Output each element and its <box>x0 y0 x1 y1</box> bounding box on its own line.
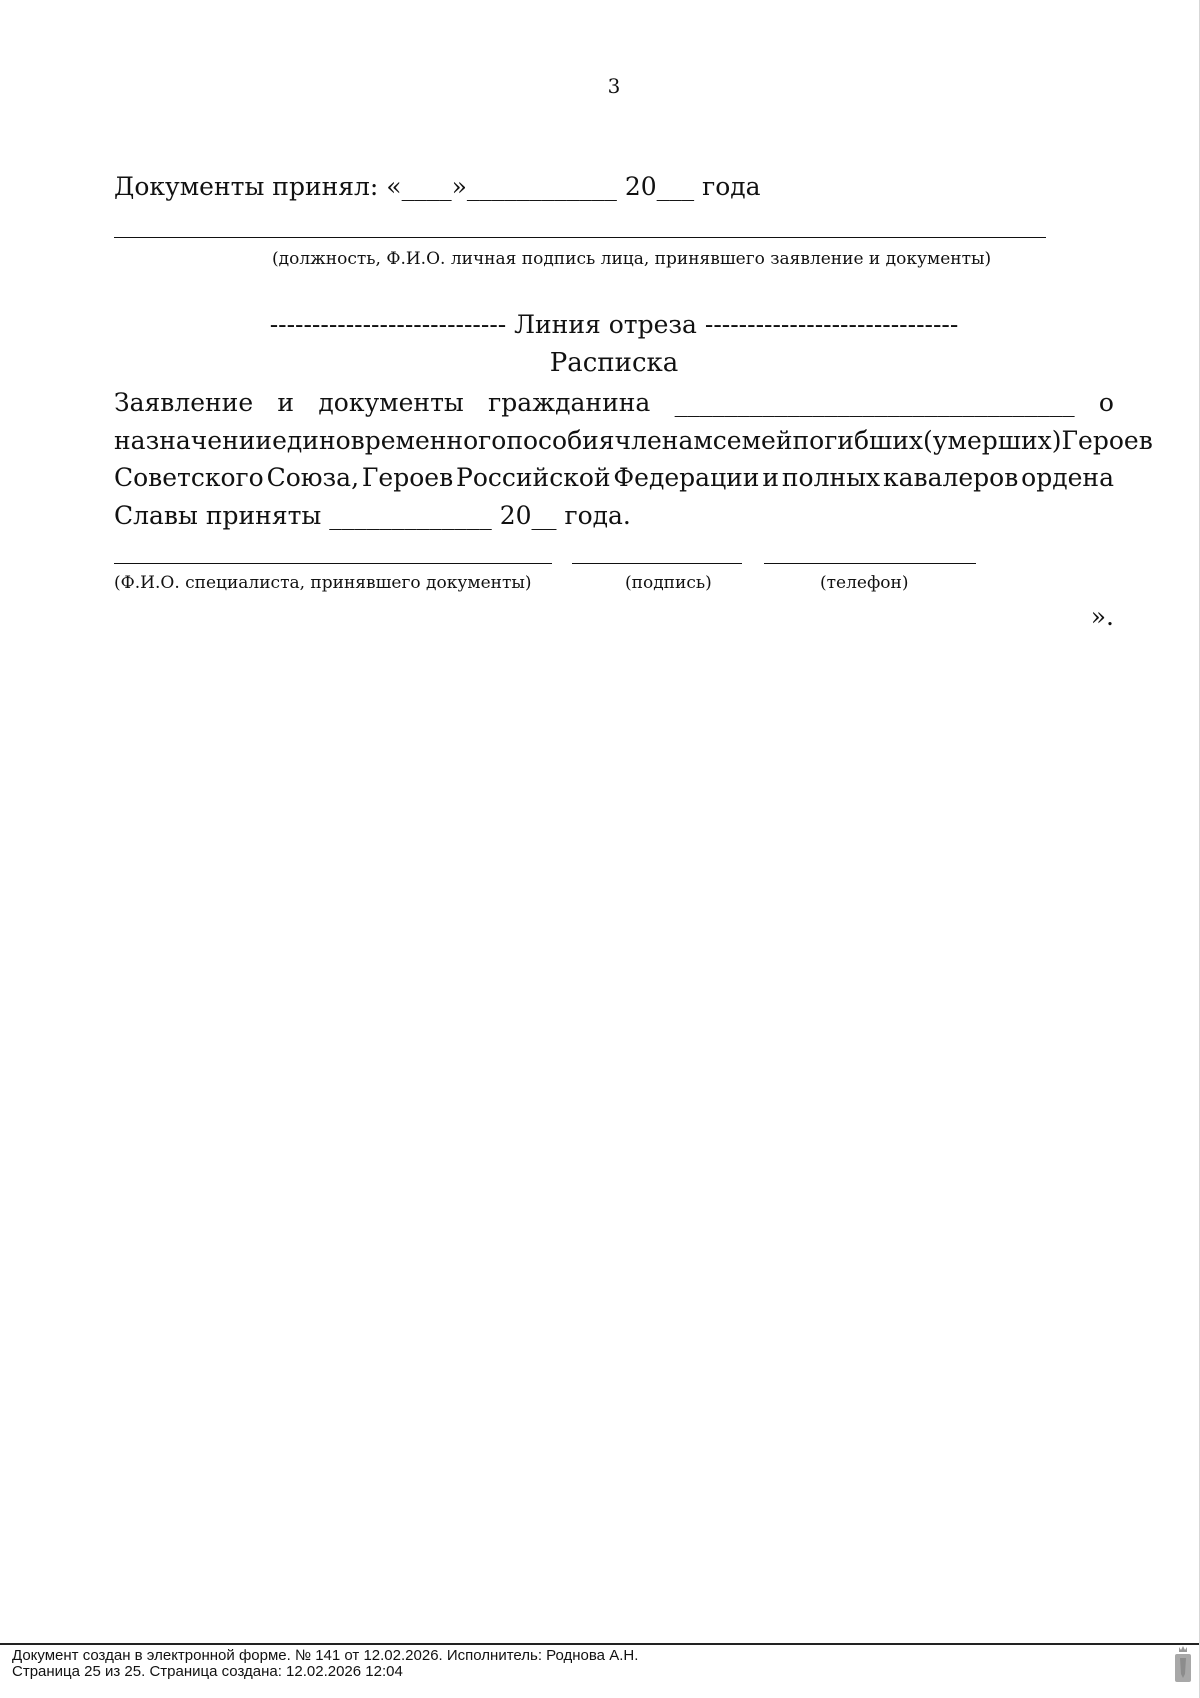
receipt-line-1 <box>114 384 1114 422</box>
footer-page-info: Страница 25 из 25. Страница создана: 12.02.2026 12:04 <box>12 1663 403 1680</box>
receipt-line-3 <box>114 459 1114 497</box>
signature-caption: (подпись) <box>625 573 712 593</box>
closing-quote: ». <box>1090 602 1114 631</box>
receipt-word: кавалеров <box>882 463 1019 492</box>
receipt-acceptance-date: Славы приняты _____________ 20__ года. <box>114 500 631 530</box>
receipt-word: (умерших) <box>923 425 1062 455</box>
phone-line <box>764 563 976 564</box>
receipt-word: единовременного <box>272 425 507 455</box>
receipt-word: Заявление <box>114 388 254 417</box>
documents-accepted-line: Документы принял: «____»____________ 20___ года <box>114 172 761 201</box>
receipt-line-4 <box>114 497 1114 535</box>
citizen-name-blank: ________________________________ <box>674 388 1075 417</box>
receipt-word: гражданина <box>488 388 651 417</box>
official-signature-line <box>114 237 1046 238</box>
receipt-word: назначении <box>114 425 273 455</box>
receipt-word: полных <box>781 463 881 492</box>
receipt-word: членам <box>614 425 713 455</box>
coat-of-arms-icon <box>1172 1644 1194 1684</box>
receipt-title: Расписка <box>549 348 679 378</box>
page-number: 3 <box>607 74 621 98</box>
receipt-word: о <box>1098 388 1114 417</box>
footer-document-info: Документ создан в электронной форме. № 141 от 12.02.2026. Исполнитель: Роднова А.Н. <box>12 1647 639 1664</box>
footer <box>12 1648 638 1680</box>
receipt-word: Союза, <box>266 463 360 492</box>
signature-line <box>572 563 742 564</box>
receipt-body <box>114 384 1153 534</box>
receipt-word: Российской <box>456 463 611 492</box>
receipt-word: Федерации <box>613 463 760 492</box>
official-signature-caption: (должность, Ф.И.О. личная подпись лица, принявшего заявление и документы) <box>272 249 992 269</box>
receipt-line-2 <box>114 422 1153 460</box>
cut-line: ---------------------------- Линия отреза ------------------------------ <box>269 310 959 339</box>
footer-divider <box>0 1643 1199 1645</box>
receipt-word: Героев <box>361 463 454 492</box>
receipt-word: пособия <box>506 425 615 455</box>
receipt-word: Советского <box>114 463 264 492</box>
receipt-word: семей <box>712 425 793 455</box>
receipt-word: и <box>762 463 779 492</box>
phone-caption: (телефон) <box>820 573 909 593</box>
specialist-name-caption: (Ф.И.О. специалиста, принявшего документы) <box>114 573 532 593</box>
specialist-name-line <box>114 563 552 564</box>
receipt-word: погибших <box>792 425 924 455</box>
receipt-word: Героев <box>1061 425 1153 455</box>
receipt-word: ордена <box>1021 463 1114 492</box>
receipt-word: документы <box>318 388 464 417</box>
receipt-word: и <box>277 388 295 417</box>
